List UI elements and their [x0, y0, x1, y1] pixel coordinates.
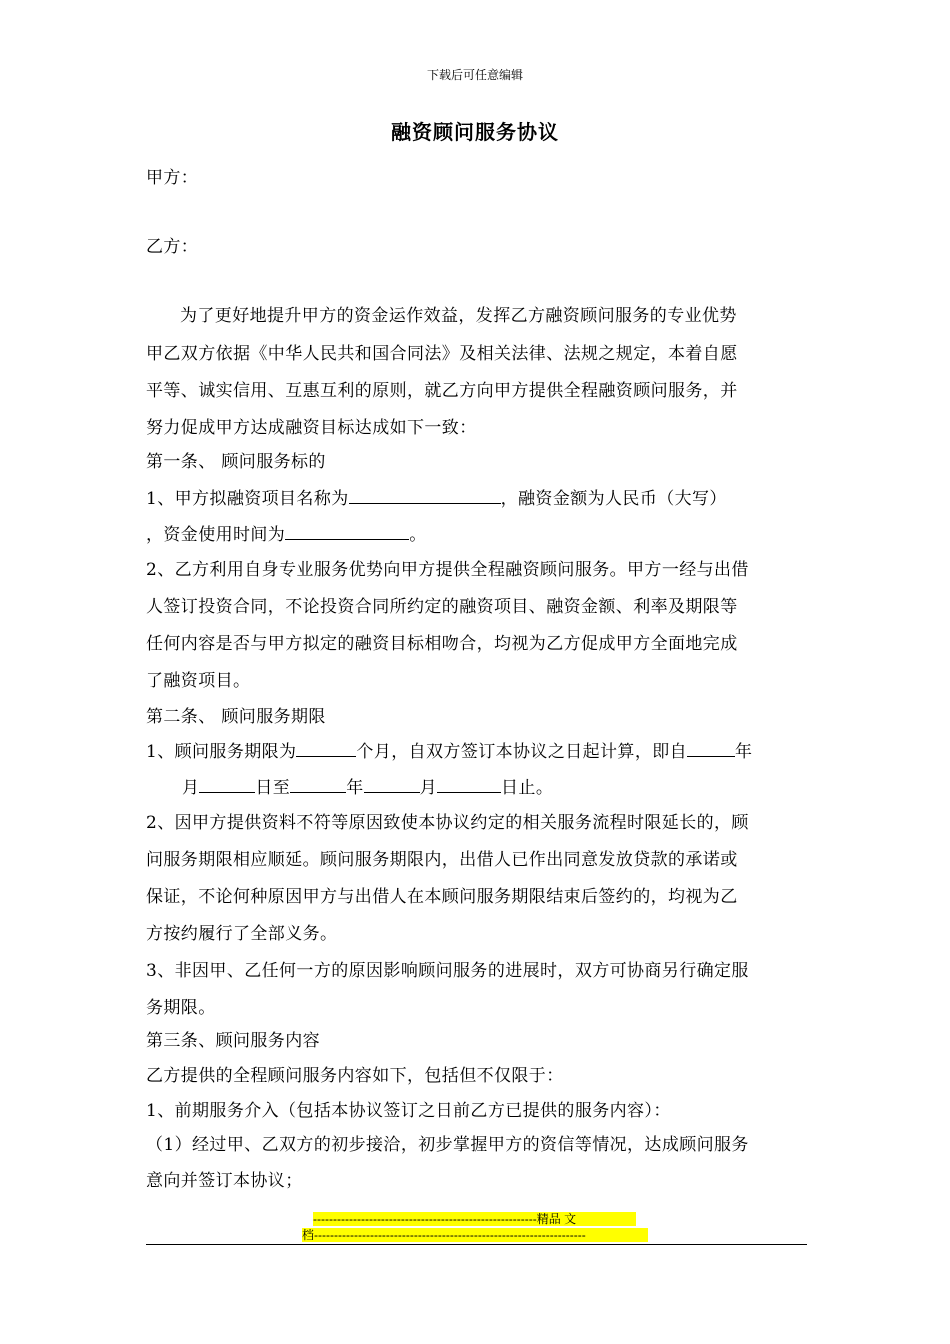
months-blank[interactable]: [296, 738, 356, 757]
article-2-heading: 第二条、 顾问服务期限: [146, 707, 326, 727]
end-day-start-blank[interactable]: [290, 774, 346, 793]
clause-text: 日止。: [501, 778, 554, 798]
article-3-item-1-1-line-1: （1）经过甲、乙双方的初步接洽，初步掌握甲方的资信等情况，达成顾问服务: [146, 1135, 749, 1155]
clause-text: 日至: [255, 778, 291, 798]
footer-divider: [146, 1244, 807, 1245]
end-month-blank[interactable]: [437, 774, 501, 793]
article-3-intro: 乙方提供的全程顾问服务内容如下，包括但不仅限于：: [146, 1066, 564, 1086]
clause-text: 个月，自双方签订本协议之日起计算，即自: [356, 742, 688, 762]
article-1-clause-2-line-2: 人签订投资合同，不论投资合同所约定的融资项目、融资金额、利率及期限等: [146, 597, 738, 617]
start-year-blank[interactable]: [687, 738, 735, 757]
clause-text: 月: [419, 778, 438, 798]
article-1-clause-2-line-4: 了融资项目。: [146, 671, 251, 691]
article-2-clause-2-line-2: 问服务期限相应顺延。顾问服务期限内，出借人已作出同意发放贷款的承诺或: [146, 850, 738, 870]
article-2-clause-2-line-3: 保证，不论何种原因甲方与出借人在本顾问服务期限结束后签约的，均视为乙: [146, 887, 738, 907]
preamble-line-2: 甲乙双方依据《中华人民共和国合同法》及相关法律、法规之规定，本着自愿: [146, 344, 738, 364]
article-1-clause-2-line-1: 2、乙方利用自身专业服务优势向甲方提供全程融资顾问服务。甲方一经与出借: [146, 560, 749, 580]
header-note: 下载后可任意编辑: [426, 68, 523, 82]
party-a-label: 甲方：: [146, 168, 199, 188]
clause-text: 。: [409, 525, 427, 545]
article-2-clause-1-line-2: [146, 774, 808, 800]
clause-text: 1、顾问服务期限为: [146, 742, 297, 762]
clause-text: 年: [346, 778, 364, 798]
article-1-clause-1-line-2: [146, 521, 808, 547]
clause-text: 月: [182, 778, 200, 798]
preamble-line-4: 努力促成甲方达成融资目标达成如下一致：: [146, 418, 477, 438]
clause-text: ，融资金额为人民币（大写）: [500, 489, 727, 509]
usage-period-blank[interactable]: [285, 521, 409, 540]
article-1-clause-2-line-3: 任何内容是否与甲方拟定的融资目标相吻合，均视为乙方促成甲方全面地完成: [146, 634, 738, 654]
end-year-blank[interactable]: [364, 774, 420, 793]
clause-text: 1、甲方拟融资项目名称为: [146, 489, 349, 509]
document-title: 融资顾问服务协议: [391, 120, 559, 144]
article-1-clause-1-line-1: [146, 485, 808, 511]
article-2-clause-2-line-1: 2、因甲方提供资料不符等原因致使本协议约定的相关服务流程时限延长的，顾: [146, 813, 749, 833]
footer-watermark-line-2: 档--------------------------------------------------------------------: [302, 1228, 648, 1242]
article-2-clause-2-line-4: 方按约履行了全部义务。: [146, 924, 338, 944]
preamble-line-1: 为了更好地提升甲方的资金运作效益，发挥乙方融资顾问服务的专业优势: [180, 306, 737, 326]
article-3-item-1-1-line-2: 意向并签订本协议；: [146, 1171, 303, 1191]
article-2-clause-3-line-2: 务期限。: [146, 998, 216, 1018]
article-2-clause-3-line-1: 3、非因甲、乙任何一方的原因影响顾问服务的进展时，双方可协商另行确定服: [146, 961, 749, 981]
start-month-blank[interactable]: [199, 774, 255, 793]
project-name-blank[interactable]: [349, 485, 501, 504]
article-3-item-1: 1、前期服务介入（包括本协议签订之日前乙方已提供的服务内容）：: [146, 1101, 671, 1121]
article-1-heading: 第一条、 顾问服务标的: [146, 452, 326, 472]
article-3-heading: 第三条、顾问服务内容: [146, 1031, 320, 1051]
party-b-label: 乙方：: [146, 237, 199, 257]
clause-text: ，资金使用时间为: [146, 525, 286, 545]
clause-text: 年: [735, 742, 753, 762]
preamble-line-3: 平等、诚实信用、互惠互利的原则，就乙方向甲方提供全程融资顾问服务，并: [146, 381, 738, 401]
article-2-clause-1-line-1: [146, 738, 808, 764]
footer-watermark-line-1: --------------------------------------------------------精品 文: [313, 1212, 636, 1226]
